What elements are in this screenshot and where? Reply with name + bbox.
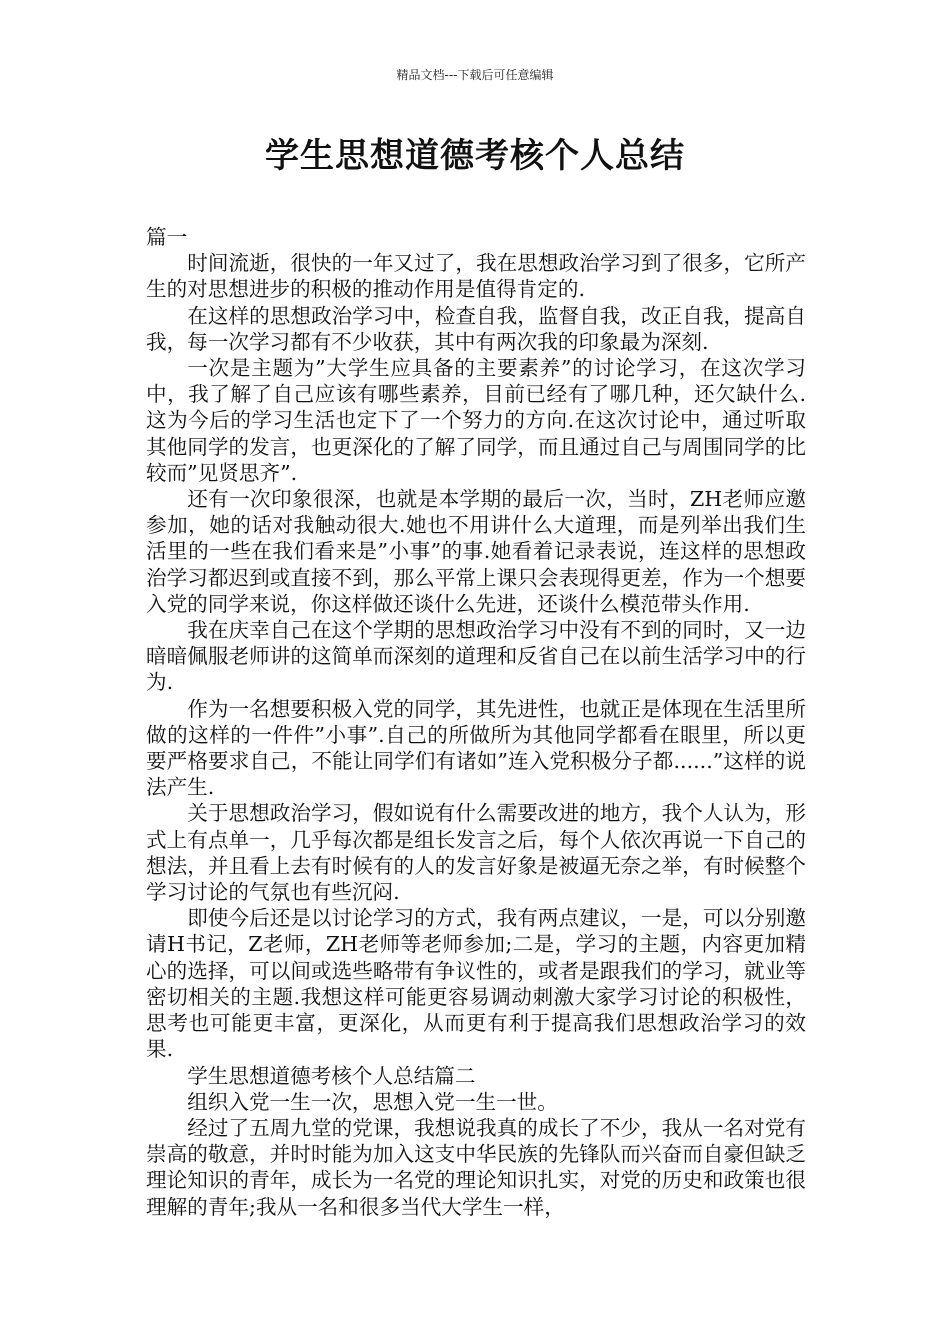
document-title: 学生思想道德考核个人总结 [265, 136, 685, 176]
paragraph: 在这样的思想政治学习中，检查自我，监督自我，改正自我，提高自我，每一次学习都有不少收获，其中有两次我的印象最为深刻. [146, 303, 806, 354]
paragraph: 还有一次印象很深，也就是本学期的最后一次，当时，ZH老师应邀参加，她的话对我触动很大.她也不用讲什么大道理，而是列举出我们生活里的一些在我们看来是”小事”的事.她看着记录表说，连这样的思想政治学习都迟到或直接不到，那么平常上课只会表现得更差，作为一个想要入党的同学来说，你这样做还谈什么先进，还谈什么模范带头作用. [146, 487, 806, 616]
paragraph: 作为一名想要积极入党的同学，其先进性，也就正是体现在生活里所做的这样的一件件”小事”.自己的所做所为其他同学都看在眼里，所以更要严格要求自己，不能让同学们有诸如”连入党积极分子都......”这样的说法产生. [146, 696, 806, 800]
header-note: 精品文档---下载后可任意编辑 [396, 68, 554, 82]
paragraph: 组织入党一生一次，思想入党一生一世。 [187, 1089, 558, 1114]
paragraph: 关于思想政治学习，假如说有什么需要改进的地方，我个人认为，形式上有点单一，几乎每次都是组长发言之后，每个人依次再说一下自己的想法，并且看上去有时候有的人的发言好象是被逼无奈之举，有时候整个学习讨论的气氛也有些沉闷. [146, 801, 806, 905]
paragraph: 一次是主题为”大学生应具备的主要素养”的讨论学习，在这次学习中，我了解了自己应该有哪些素养，目前已经有了哪几种，还欠缺什么.这为今后的学习生活也定下了一个努力的方向.在这次讨论中，通过听取其他同学的发言，也更深化的了解了同学，而且通过自己与周围同学的比较而”见贤思齐”. [146, 356, 806, 485]
section-label: 篇一 [146, 225, 188, 249]
document-body [146, 224, 806, 1220]
paragraph: 我在庆幸自己在这个学期的思想政治学习中没有不到的同时，又一边暗暗佩服老师讲的这简单而深刻的道理和反省自己在以前生活学习中的行为. [146, 618, 806, 695]
paragraph: 即使今后还是以讨论学习的方式，我有两点建议，一是，可以分别邀请H书记，Z老师，ZH老师等老师参加;二是，学习的主题，内容更加精心的选择，可以间或选些略带有争议性的，或者是跟我们的学习，就业等密切相关的主题.我想这样可能更容易调动刺激大家学习讨论的积极性，思考也可能更丰富，更深化，从而更有利于提高我们思想政治学习的效果. [146, 906, 806, 1062]
paragraph: 时间流逝，很快的一年又过了，我在思想政治学习到了很多，它所产生的对思想进步的积极的推动作用是值得肯定的. [146, 251, 806, 302]
subsection-heading: 学生思想道德考核个人总结篇二 [187, 1063, 476, 1088]
paragraph: 经过了五周九堂的党课，我想说我真的成长了不少，我从一名对党有崇高的敬意，并时时能为加入这支中华民族的先锋队而兴奋而自豪但缺乏理论知识的青年，成长为一名党的理论知识扎实，对党的历史和政策也很理解的青年;我从一名和很多当代大学生一样， [146, 1115, 806, 1219]
